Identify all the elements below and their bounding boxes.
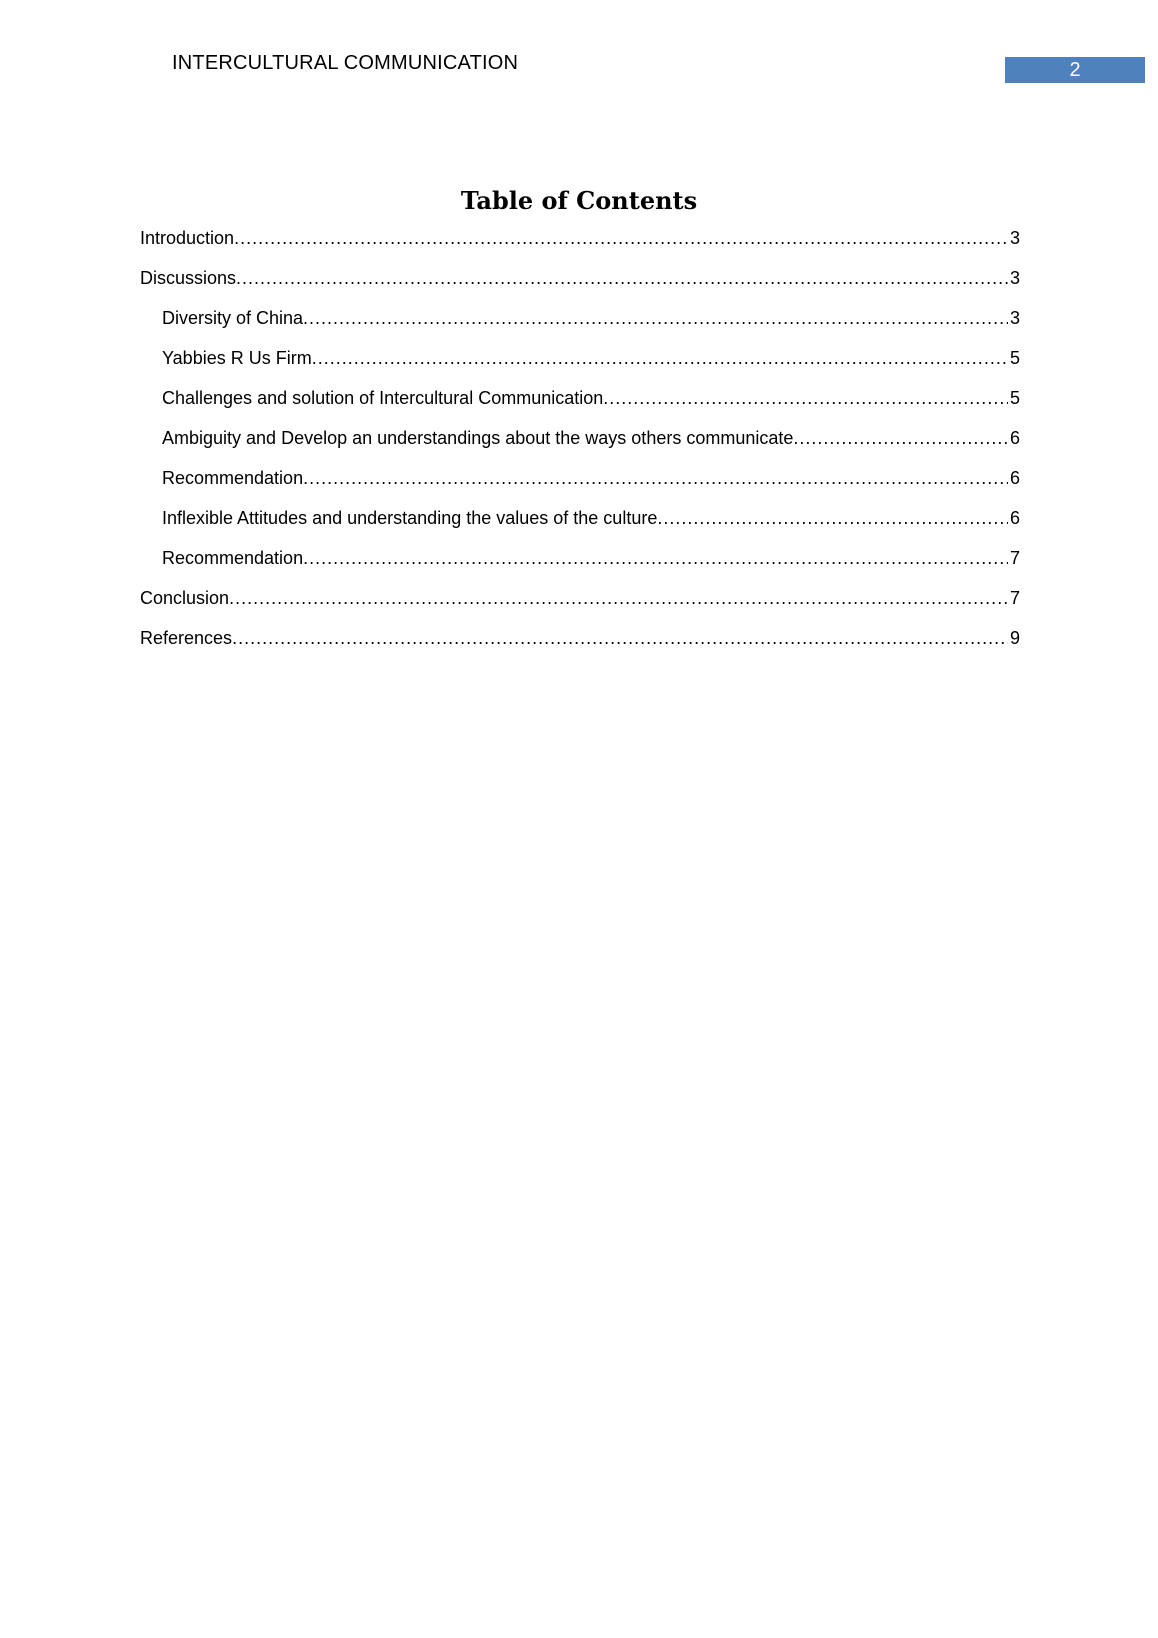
toc-entry-inflexible-attitudes[interactable] [140, 504, 1020, 544]
toc-entry-page: 6 [1009, 468, 1020, 488]
toc-entry-page: 5 [1009, 388, 1020, 408]
toc-leader-dots [303, 544, 1008, 572]
toc-entry-page: 6 [1009, 428, 1020, 448]
toc-entry-yabbies-r-us-firm[interactable] [140, 344, 1020, 384]
toc-entry-label: Yabbies R Us Firm [162, 344, 312, 372]
toc-entry-challenges-and-solution[interactable] [140, 384, 1020, 424]
page-number-badge: 2 [1005, 57, 1145, 83]
toc-entry-label: Inflexible Attitudes and understanding the values of the culture [162, 504, 657, 532]
toc-entry-label: Ambiguity and Develop an understandings about the ways others communicate [162, 424, 793, 452]
toc-leader-dots [236, 264, 1008, 292]
toc-leader-dots [603, 384, 1008, 412]
toc-entry-label: Introduction [140, 224, 234, 252]
toc-entry-page: 9 [1009, 628, 1020, 648]
toc-entry-page: 3 [1009, 228, 1020, 248]
toc-entry-references[interactable] [140, 624, 1020, 664]
toc-entry-label: Diversity of China [162, 304, 303, 332]
toc-entry-page: 3 [1009, 268, 1020, 288]
toc-entry-page: 3 [1009, 308, 1020, 328]
toc-entry-page: 7 [1009, 548, 1020, 568]
toc-entry-label: Conclusion [140, 584, 229, 612]
toc-entry-page: 6 [1009, 508, 1020, 528]
toc-entry-introduction[interactable] [140, 224, 1020, 264]
toc-entry-label: Recommendation [162, 464, 303, 492]
toc-leader-dots [232, 624, 1008, 652]
toc-entry-conclusion[interactable] [140, 584, 1020, 624]
toc-leader-dots [229, 584, 1008, 612]
running-head-title: INTERCULTURAL COMMUNICATION [172, 52, 519, 74]
toc-entry-recommendation-2[interactable] [140, 544, 1020, 584]
toc-title: Table of Contents [460, 186, 698, 215]
toc-entry-label: Discussions [140, 264, 236, 292]
toc-entry-discussions[interactable] [140, 264, 1020, 304]
table-of-contents [140, 224, 1020, 664]
toc-leader-dots [303, 304, 1008, 332]
toc-leader-dots [657, 504, 1008, 532]
toc-entry-diversity-of-china[interactable] [140, 304, 1020, 344]
toc-entry-page: 7 [1009, 588, 1020, 608]
toc-entry-label: Challenges and solution of Intercultural Communication [162, 384, 603, 412]
toc-entry-recommendation-1[interactable] [140, 464, 1020, 504]
toc-entry-page: 5 [1009, 348, 1020, 368]
toc-leader-dots [303, 464, 1008, 492]
toc-entry-ambiguity[interactable] [140, 424, 1020, 464]
toc-leader-dots [312, 344, 1008, 372]
toc-entry-label: Recommendation [162, 544, 303, 572]
toc-leader-dots [793, 424, 1008, 452]
toc-entry-label: References [140, 624, 232, 652]
toc-leader-dots [234, 224, 1008, 252]
